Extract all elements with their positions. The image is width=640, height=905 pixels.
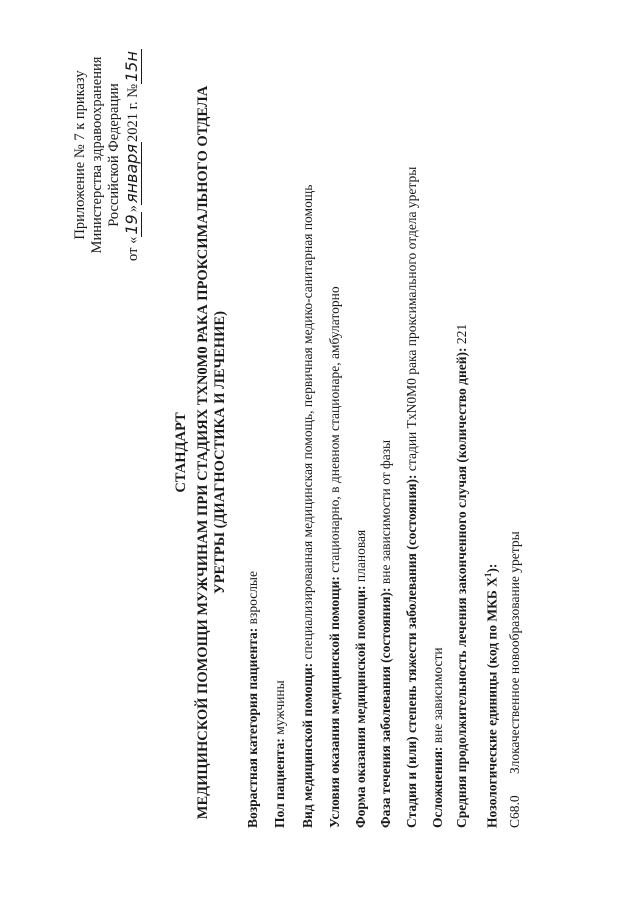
approval-line-1: Приложение № 7 к приказу	[72, 70, 88, 240]
field-care-form	[353, 530, 369, 828]
field-value: специализированная медицинская помощь, первичная медико-санитарная помощь	[300, 184, 315, 663]
date-day: 19	[122, 214, 141, 235]
field-value: взрослые	[245, 571, 260, 628]
field-label: Нозологические единицы (код по МКБ X	[484, 577, 500, 828]
field-age-category	[245, 571, 261, 828]
field-label: Осложнения:	[430, 746, 445, 828]
field-value: стадии TxN0M0 рака проксимального отдела уретры	[404, 166, 419, 475]
standard-heading: СТАНДАРТ	[173, 412, 189, 493]
field-care-conditions	[327, 286, 343, 828]
field-care-type	[300, 185, 316, 828]
field-value: плановая	[353, 529, 368, 586]
field-patient-sex	[272, 680, 288, 828]
field-disease-phase	[378, 440, 394, 828]
date-year: 2021 г. №	[125, 83, 141, 142]
approval-line-2: Министерства здравоохранения	[89, 56, 105, 254]
nosology-name: Злокачественное новообразование уретры	[507, 531, 522, 774]
date-month: января	[122, 143, 141, 204]
standard-title-line-1: МЕДИЦИНСКОЙ ПОМОЩИ МУЖЧИНАМ ПРИ СТАДИЯХ TXN0M0 РАКА ПРОКСИМАЛЬНОГО ОТДЕЛА	[195, 85, 211, 820]
nosology-row	[507, 531, 523, 828]
field-treatment-duration	[454, 324, 470, 828]
field-label: Условия оказания медицинской помощи:	[327, 576, 342, 828]
field-value: 221	[454, 323, 469, 348]
approval-block	[72, 45, 142, 265]
field-label: Возрастная категория пациента:	[245, 627, 260, 828]
field-value: стационарно, в дневном стационаре, амбулаторно	[327, 286, 342, 577]
field-value: вне зависимости	[430, 647, 445, 747]
field-value: мужчины	[272, 680, 287, 739]
field-label: Средняя продолжительность лечения законченного случая (количество дней):	[454, 347, 469, 828]
field-label: Фаза течения заболевания (состояния):	[378, 587, 393, 828]
standard-title-line-2: УРЕТРЫ (ДИАГНОСТИКА И ЛЕЧЕНИЕ)	[212, 311, 228, 594]
order-number: 15н	[122, 51, 141, 82]
date-prefix: от «	[125, 236, 141, 261]
nosology-code: C68.0	[507, 795, 522, 828]
field-label-end: ):	[484, 563, 500, 573]
field-label: Вид медицинской помощи:	[300, 662, 315, 828]
field-label: Форма оказания медицинской помощи:	[353, 585, 368, 828]
date-mid: »	[125, 205, 141, 213]
approval-date-line	[123, 45, 142, 265]
field-nosology-units	[480, 564, 501, 828]
field-complications	[430, 647, 446, 828]
approval-line-3: Российской Федерации	[106, 83, 122, 227]
field-label: Пол пациента:	[272, 738, 287, 828]
field-label: Стадия и (или) степень тяжести заболевания (состояния):	[404, 474, 419, 828]
footnote-marker: 1	[483, 572, 493, 578]
field-value: вне зависимости от фазы	[378, 439, 393, 588]
field-disease-stage	[404, 167, 420, 828]
